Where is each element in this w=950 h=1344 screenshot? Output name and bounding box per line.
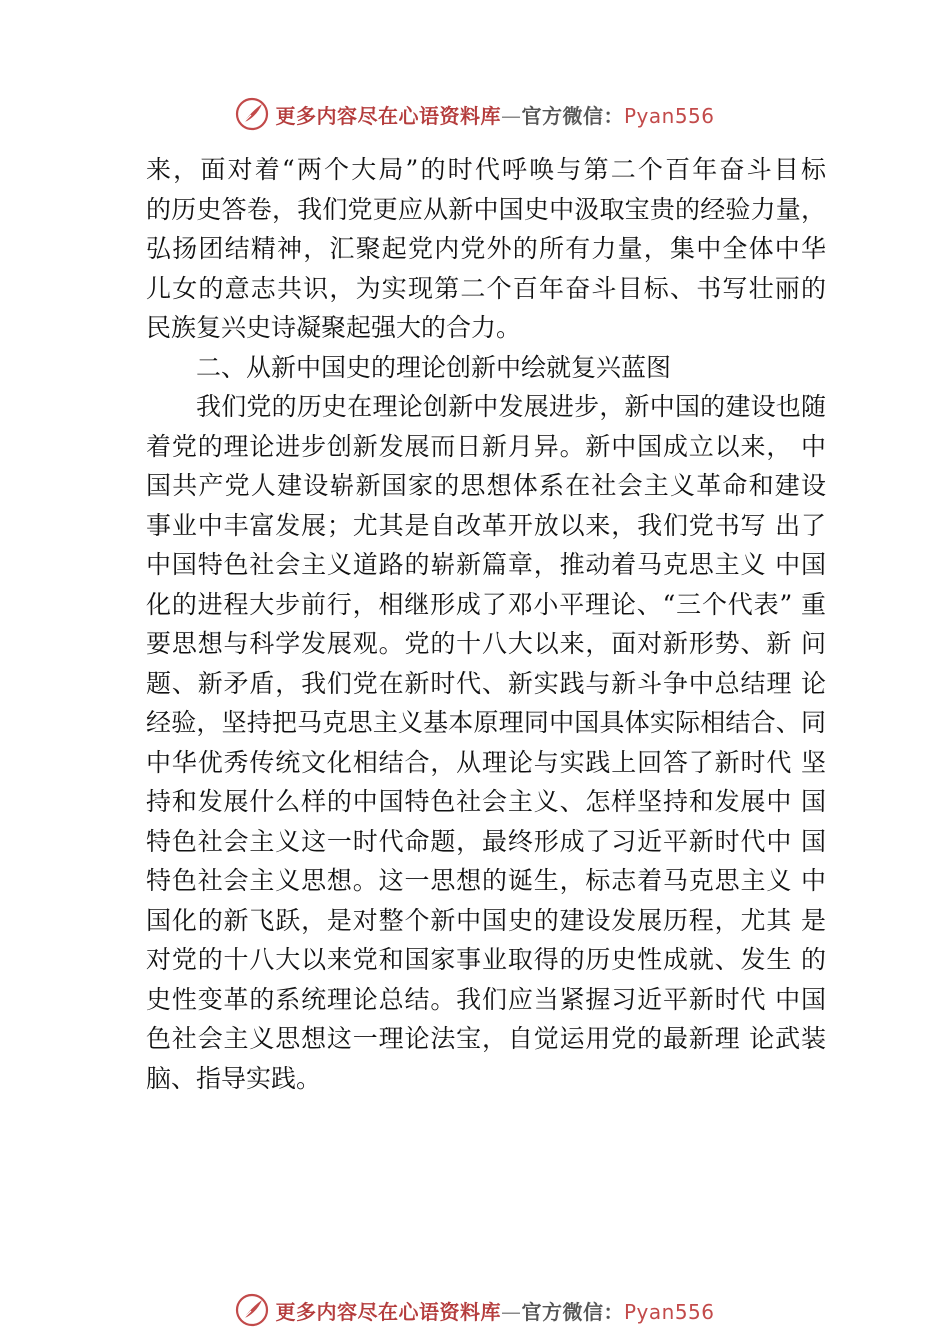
body-line: 史性变革的系统理论总结。我们应当紧握习近平新时代 中国	[146, 984, 826, 1014]
quill-logo-icon	[235, 97, 269, 131]
body-line: 要思想与科学发展观。党的十八大以来，面对新形势、新 问	[146, 629, 826, 658]
banner-text	[275, 1296, 714, 1325]
body-line: 弘扬团结精神，汇聚起党内党外的所有力量，集中全体中华	[146, 234, 826, 263]
body-line: 国共产党人建设崭新国家的思想体系在社会主义革命和建设	[146, 471, 826, 500]
banner-main: 更多内容尽在心语资料库	[275, 103, 501, 128]
body-line: 持和发展什么样的中国特色社会主义、怎样坚持和发展中 国	[146, 787, 826, 816]
body-line: 题、新矛盾，我们党在新时代、新实践与新斗争中总结理 论	[146, 668, 826, 698]
banner-wechat-id: Pyan556	[623, 103, 715, 128]
body-line: 化的进程大步前行，相继形成了邓小平理论、“三个代表” 重	[146, 589, 826, 619]
body-line: 来，面对着“两个大局”的时代呼唤与第二个百年奋斗目标	[146, 155, 826, 184]
body-line: 对党的十八大以来党和国家事业取得的历史性成就、发生 的	[146, 945, 826, 974]
body-line: 色社会主义思想这一理论法宝，自觉运用党的最新理 论武装	[146, 1024, 826, 1053]
banner-sep: —	[500, 1299, 522, 1324]
banner-label: 官方微信：	[521, 103, 624, 128]
body-line: 民族复兴史诗凝聚起强大的合力。	[146, 313, 522, 342]
body-line: 事业中丰富发展；尤其是自改革开放以来，我们党书写 出了	[146, 510, 826, 540]
body-line: 特色社会主义思想。这一思想的诞生，标志着马克思主义 中	[146, 866, 826, 895]
banner-main: 更多内容尽在心语资料库	[275, 1299, 501, 1324]
banner-label: 官方微信：	[521, 1299, 624, 1324]
body-line: 经验，坚持把马克思主义基本原理同中国具体实际相结合、同	[146, 708, 826, 737]
body-line: 脑、指导实践。	[146, 1063, 322, 1093]
body-line: 特色社会主义这一时代命题，最终形成了习近平新时代中 国	[146, 826, 826, 856]
body-line: 二、从新中国史的理论创新中绘就复兴蓝图	[196, 352, 672, 382]
body-line: 中华优秀传统文化相结合，从理论与实践上回答了新时代 坚	[146, 747, 826, 777]
body-line: 我们党的历史在理论创新中发展进步，新中国的建设也随	[196, 392, 826, 421]
banner-text	[275, 100, 714, 129]
body-line: 着党的理论进步创新发展而日新月异。新中国成立以来， 中	[146, 431, 826, 461]
banner-wechat-id: Pyan556	[623, 1299, 715, 1324]
quill-logo-icon	[235, 1293, 269, 1327]
header-banner	[0, 94, 950, 134]
body-line: 国化的新飞跃，是对整个新中国史的建设发展历程，尤其 是	[146, 905, 826, 935]
document-body	[146, 150, 826, 1098]
body-line: 的历史答卷，我们党更应从新中国史中汲取宝贵的经验力量，	[146, 194, 826, 224]
body-line: 儿女的意志共识，为实现第二个百年奋斗目标、书写壮丽的	[146, 273, 826, 303]
banner-sep: —	[500, 103, 522, 128]
footer-banner	[0, 1290, 950, 1330]
body-line: 中国特色社会主义道路的崭新篇章，推动着马克思主义 中国	[146, 550, 826, 579]
